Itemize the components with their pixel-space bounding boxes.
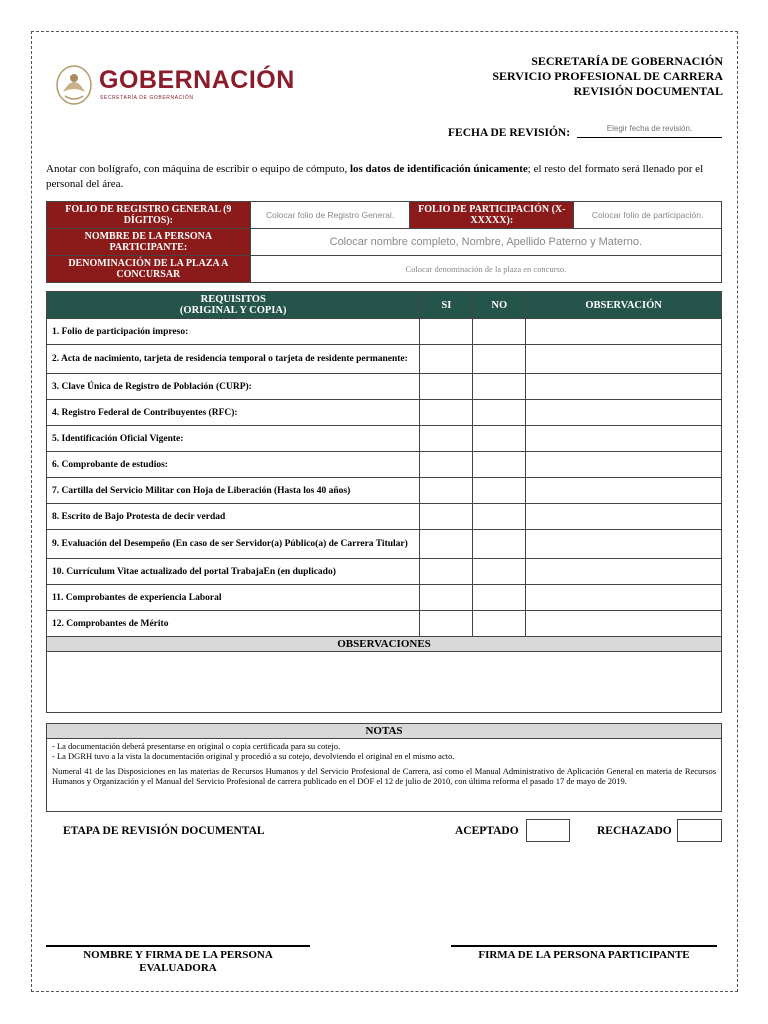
nombre-label: NOMBRE DE LA PERSONA PARTICIPANTE: xyxy=(47,229,251,256)
si-cell[interactable] xyxy=(420,426,473,452)
observacion-cell[interactable] xyxy=(526,530,722,559)
requisito-label: 12. Comprobantes de Mérito xyxy=(47,611,420,637)
table-row xyxy=(47,611,722,637)
no-cell[interactable] xyxy=(473,426,526,452)
requisito-label: 10. Currículum Vitae actualizado del portal TrabajaEn (en duplicado) xyxy=(47,559,420,585)
table-row xyxy=(47,374,722,400)
nota-line-1: - La documentación deberá presentarse en original o copia certificada para su cotejo. xyxy=(52,741,341,751)
etapa-label: ETAPA DE REVISIÓN DOCUMENTAL xyxy=(63,825,265,837)
header-line-1: SECRETARÍA DE GOBERNACIÓN xyxy=(531,54,723,68)
observacion-cell[interactable] xyxy=(526,426,722,452)
col-observacion: OBSERVACIÓN xyxy=(526,292,722,319)
observacion-cell[interactable] xyxy=(526,611,722,637)
folio-participacion-field[interactable]: Colocar folio de participación. xyxy=(574,202,722,229)
requisitos-header-1: REQUISITOS xyxy=(200,294,266,305)
requisito-label: 8. Escrito de Bajo Protesta de decir verdad xyxy=(47,504,420,530)
no-cell[interactable] xyxy=(473,478,526,504)
header-line-3: REVISIÓN DOCUMENTAL xyxy=(573,84,723,98)
col-no: NO xyxy=(473,292,526,319)
observaciones-title: OBSERVACIONES xyxy=(47,637,721,652)
document-header xyxy=(492,54,723,99)
plaza-field[interactable]: Colocar denominación de la plaza en concurso. xyxy=(250,256,721,283)
no-cell[interactable] xyxy=(473,530,526,559)
gobernacion-logo xyxy=(55,64,295,110)
observacion-cell[interactable] xyxy=(526,504,722,530)
no-cell[interactable] xyxy=(473,319,526,345)
table-row xyxy=(47,319,722,345)
observacion-cell[interactable] xyxy=(526,400,722,426)
si-cell[interactable] xyxy=(420,585,473,611)
si-cell[interactable] xyxy=(420,478,473,504)
requisito-label: 1. Folio de participación impreso: xyxy=(47,319,420,345)
no-cell[interactable] xyxy=(473,374,526,400)
notas-title: NOTAS xyxy=(47,724,721,739)
header-line-2: SERVICIO PROFESIONAL DE CARRERA xyxy=(492,69,723,83)
fecha-field[interactable]: Elegir fecha de revisión. xyxy=(577,124,722,138)
firma-participante: FIRMA DE LA PERSONA PARTICIPANTE xyxy=(451,945,717,962)
requisito-label: 6. Comprobante de estudios: xyxy=(47,452,420,478)
no-cell[interactable] xyxy=(473,559,526,585)
table-row xyxy=(47,530,722,559)
requisito-label: 4. Registro Federal de Contribuyentes (RFC): xyxy=(47,400,420,426)
plaza-label: DENOMINACIÓN DE LA PLAZA A CONCURSAR xyxy=(47,256,251,283)
table-row xyxy=(47,400,722,426)
logo-subtitle: SECRETARÍA DE GOBERNACIÓN xyxy=(100,95,194,101)
no-cell[interactable] xyxy=(473,611,526,637)
instructions-text-2: ; el resto del formato será llenado por el personal del área. xyxy=(46,163,704,190)
nombre-field[interactable]: Colocar nombre completo, Nombre, Apellido Paterno y Materno. xyxy=(250,229,721,256)
observacion-cell[interactable] xyxy=(526,452,722,478)
nota-paragraph: Numeral 41 de las Disposiciones en las materias de Recursos Humanos y del Servicio Profesional de Carrera, así como el Manual Administrativo de Aplicación General en materia de Recursos Humanos y Organización y el Manual del Servicio Profesional de carrera publicado en el DOF el 12 de julio de 2010, con última reforma el pasado 17 de mayo de 2019. xyxy=(52,766,716,786)
no-cell[interactable] xyxy=(473,400,526,426)
instructions-bold: los datos de identificación únicamente xyxy=(349,163,528,175)
requisito-label: 2. Acta de nacimiento, tarjeta de residencia temporal o tarjeta de residente permanente: xyxy=(47,345,420,374)
table-row xyxy=(47,585,722,611)
notas-body xyxy=(47,739,721,788)
no-cell[interactable] xyxy=(473,452,526,478)
observacion-cell[interactable] xyxy=(526,478,722,504)
requisito-label: 9. Evaluación del Desempeño (En caso de ser Servidor(a) Público(a) de Carrera Titular) xyxy=(47,530,420,559)
instructions xyxy=(46,162,726,192)
si-cell[interactable] xyxy=(420,345,473,374)
aceptado-label: ACEPTADO xyxy=(455,825,519,837)
observaciones-box xyxy=(46,636,722,713)
observaciones-field[interactable] xyxy=(47,652,721,713)
si-cell[interactable] xyxy=(420,559,473,585)
table-row xyxy=(47,504,722,530)
rechazado-label: RECHAZADO xyxy=(597,825,672,837)
logo-wordmark: GOBERNACIÓN xyxy=(99,66,295,94)
observacion-cell[interactable] xyxy=(526,559,722,585)
no-cell[interactable] xyxy=(473,504,526,530)
folio-general-label: FOLIO DE REGISTRO GENERAL (9 DÍGITOS): xyxy=(47,202,251,229)
si-cell[interactable] xyxy=(420,530,473,559)
table-row xyxy=(47,559,722,585)
observacion-cell[interactable] xyxy=(526,585,722,611)
nota-line-2: - La DGRH tuvo a la vista la documentación original y procedió a su cotejo, devolviendo el original en el mismo acto. xyxy=(52,751,455,761)
requisito-label: 5. Identificación Oficial Vigente: xyxy=(47,426,420,452)
si-cell[interactable] xyxy=(420,452,473,478)
table-row xyxy=(47,478,722,504)
firma-evaluadora: NOMBRE Y FIRMA DE LA PERSONA EVALUADORA xyxy=(46,945,310,975)
observacion-cell[interactable] xyxy=(526,374,722,400)
observacion-cell[interactable] xyxy=(526,345,722,374)
instructions-text-1: Anotar con bolígrafo, con máquina de escribir o equipo de cómputo, xyxy=(46,163,350,175)
si-cell[interactable] xyxy=(420,504,473,530)
si-cell[interactable] xyxy=(420,319,473,345)
si-cell[interactable] xyxy=(420,611,473,637)
requisito-label: 3. Clave Única de Registro de Población (CURP): xyxy=(47,374,420,400)
no-cell[interactable] xyxy=(473,345,526,374)
folio-participacion-label: FOLIO DE PARTICIPACIÓN (X-XXXXX): xyxy=(410,202,574,229)
requisitos-header-2: (ORIGINAL Y COPIA) xyxy=(179,305,287,316)
si-cell[interactable] xyxy=(420,374,473,400)
aceptado-checkbox[interactable] xyxy=(526,819,570,842)
folio-general-field[interactable]: Colocar folio de Registro General. xyxy=(250,202,410,229)
table-row xyxy=(47,452,722,478)
requisito-label: 7. Cartilla del Servicio Militar con Hoja de Liberación (Hasta los 40 años) xyxy=(47,478,420,504)
requisito-label: 11. Comprobantes de experiencia Laboral xyxy=(47,585,420,611)
requisitos-table xyxy=(46,291,722,637)
eagle-seal-icon xyxy=(55,64,93,106)
observacion-cell[interactable] xyxy=(526,319,722,345)
col-si: SI xyxy=(420,292,473,319)
notas-box xyxy=(46,723,722,812)
no-cell[interactable] xyxy=(473,585,526,611)
identification-table xyxy=(46,201,722,283)
rechazado-checkbox[interactable] xyxy=(677,819,722,842)
si-cell[interactable] xyxy=(420,400,473,426)
fecha-label: FECHA DE REVISIÓN: xyxy=(448,127,571,139)
requisitos-header xyxy=(47,292,420,319)
table-row xyxy=(47,345,722,374)
table-row xyxy=(47,426,722,452)
